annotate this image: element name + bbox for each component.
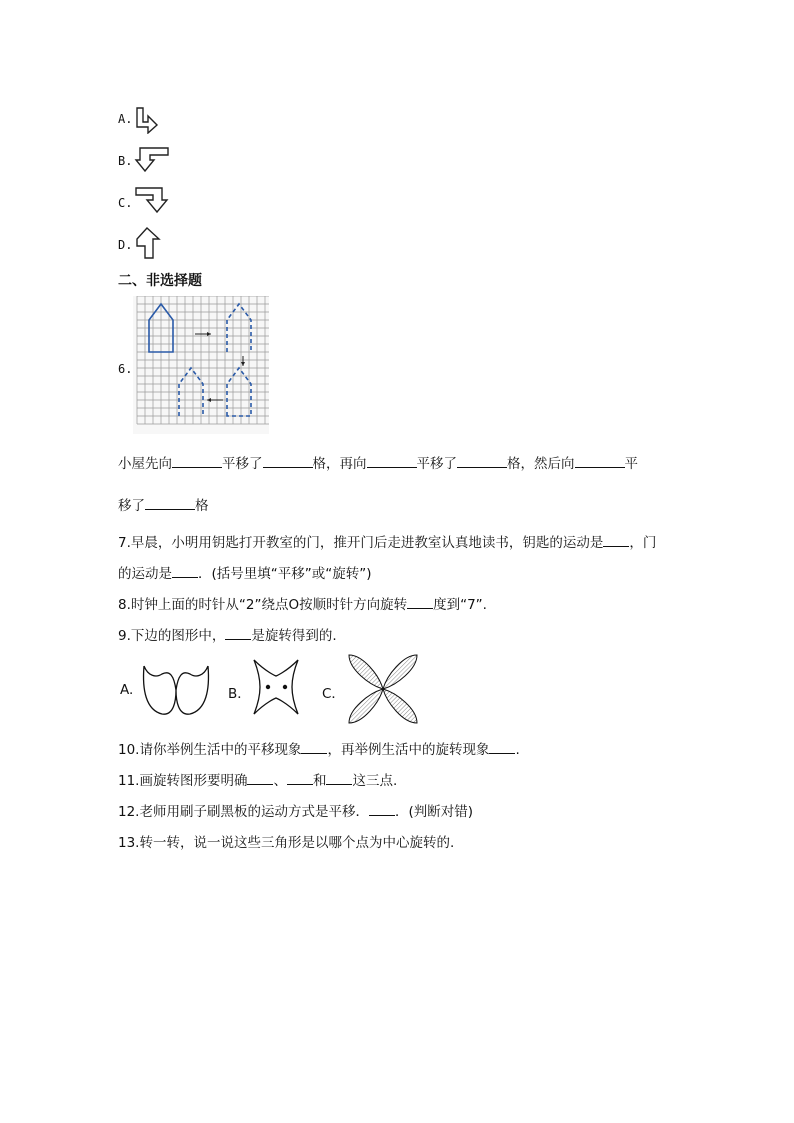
q8-text: 8.时钟上面的时针从“2”绕点O按顺时针方向旋转 度到“7”. bbox=[118, 597, 487, 613]
flower-petals-figure bbox=[346, 652, 420, 726]
bowtie-figure bbox=[250, 656, 302, 718]
q6-number: 6. bbox=[118, 362, 133, 376]
q9-text: 9.下边的图形中， 是旋转得到的. bbox=[118, 628, 337, 644]
option-a-label: A. bbox=[118, 112, 133, 126]
option-c-label: C. bbox=[118, 196, 133, 210]
heart-shape-figure bbox=[140, 660, 212, 718]
q13-text: 13.转一转，说一说这些三角形是以哪个点为中心旋转的. bbox=[118, 835, 455, 851]
arrow-right-icon bbox=[134, 106, 160, 134]
option-b-label: B. bbox=[118, 154, 133, 168]
option-d-label: D. bbox=[118, 238, 133, 252]
q11-text: 11.画旋转图形要明确 、 和 这三点. bbox=[118, 773, 398, 789]
q7-line-1: 7.早晨，小明用钥匙打开教室的门，推开门后走进教室认真地读书，钥匙的运动是 ，门 bbox=[118, 535, 657, 551]
q9-option-c: C． bbox=[322, 686, 345, 702]
arrow-up-icon bbox=[134, 226, 164, 260]
q9-option-b: B． bbox=[228, 686, 251, 702]
house-grid-figure bbox=[133, 296, 269, 434]
q12-text: 12.老师用刷子刷黑板的运动方式是平移． ．(判断对错) bbox=[118, 804, 474, 820]
q9-option-a: A. bbox=[120, 682, 134, 698]
section-title: 二、非选择题 bbox=[118, 273, 202, 289]
q7-line-2: 的运动是 ．(括号里填“平移”或“旋转”) bbox=[118, 566, 372, 582]
q6-line-2: 移了 格 bbox=[118, 498, 209, 514]
arrow-down-icon bbox=[134, 146, 170, 174]
q10-text: 10.请你举例生活中的平移现象 ，再举例生活中的旋转现象 . bbox=[118, 742, 520, 758]
arrow-down-icon bbox=[134, 186, 170, 216]
q6-line-1: 小屋先向 平移了 格，再向 平移了 格，然后向 平 bbox=[118, 456, 638, 472]
